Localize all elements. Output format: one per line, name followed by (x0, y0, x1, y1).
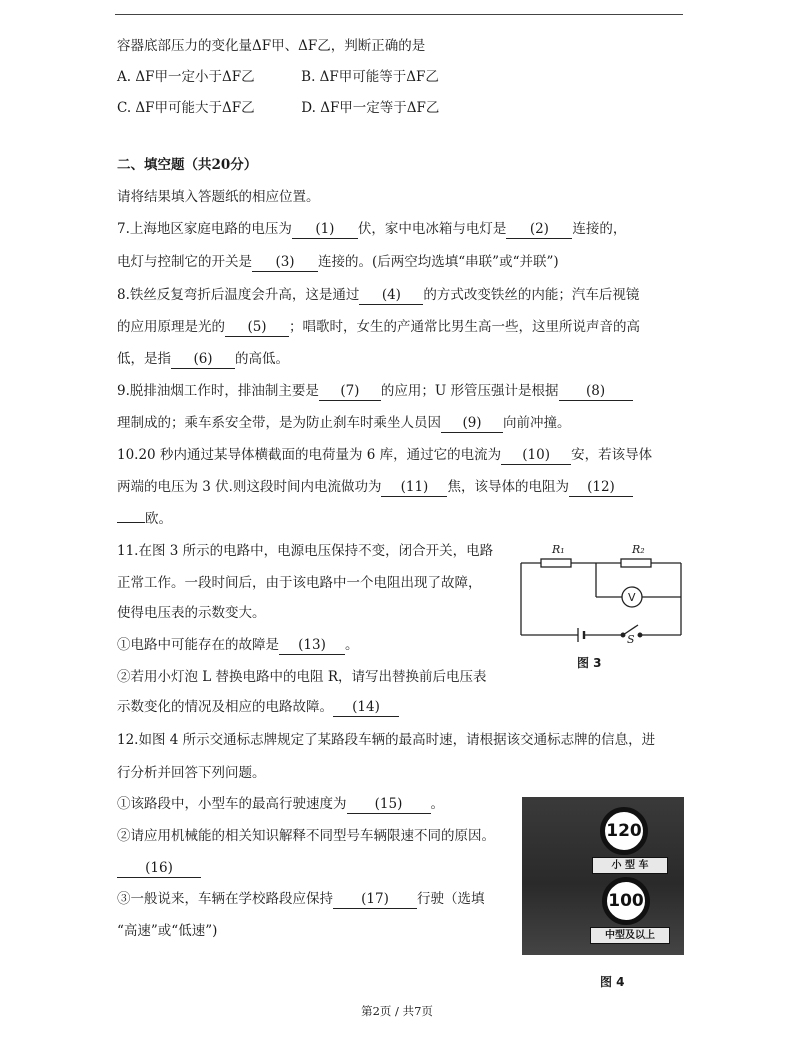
vehicle-type-label-1: 小 型 车 (592, 857, 668, 874)
circuit-diagram (516, 536, 688, 644)
answer-blank-1[interactable]: (1) (292, 220, 358, 239)
q12-line4: ②请应用机械能的相关知识解释不同型号车辆限速不同的原因。 (117, 828, 495, 844)
q11-line2: 正常工作。一段时间后，由于该电路中一个电阻出现了故障， (117, 575, 482, 591)
answer-blank-14[interactable]: (14) (333, 698, 399, 717)
answer-blank-17[interactable]: (17) (333, 890, 417, 909)
q8-line3: 低，是指 (6) 的高低。 (117, 351, 289, 367)
option-b[interactable]: B. ΔF甲可能等于ΔF乙 (301, 69, 439, 85)
q12-line1: 12.如图 4 所示交通标志牌规定了某路段车辆的最高时速，请根据该交通标志牌的信息，进 (117, 732, 656, 748)
q10-line2: 两端的电压为 3 伏.则这段时间内电流做功为 (11) 焦，该导体的电阻为 (12) (117, 478, 633, 497)
option-c[interactable]: C. ΔF甲可能大于ΔF乙 (117, 100, 255, 116)
q6-options-row2 (117, 99, 439, 117)
answer-blank-4[interactable]: (4) (359, 286, 423, 305)
answer-blank-6[interactable]: (6) (171, 350, 235, 369)
q9-line2: 理制成的；乘车系安全带，是为防止刹车时乘坐人员因 (9) 向前冲撞。 (117, 415, 571, 431)
q12-line6: ③一般说来，车辆在学校路段应保持 (17) 行驶（选填 (117, 891, 485, 907)
q9-line1: 9.脱排油烟工作时，排油制主要是 (7) 的应用；U 形管压强计是根据 (8) (117, 382, 633, 401)
label-s: S (627, 633, 635, 644)
section-instruction: 请将结果填入答题纸的相应位置。 (117, 189, 320, 205)
answer-blank-2[interactable]: (2) (506, 220, 572, 239)
label-r2: R₂ (632, 543, 645, 556)
q10-line1: 10.20 秒内通过某导体横截面的电荷量为 6 库，通过它的电流为 (10) 安，若该导体 (117, 447, 653, 463)
resistor-r1 (541, 559, 571, 567)
answer-blank-11[interactable]: (11) (381, 478, 447, 497)
answer-blank-8[interactable]: (8) (559, 382, 633, 401)
answer-blank-13[interactable]: (13) (279, 636, 345, 655)
answer-blank-16[interactable]: (16) (117, 859, 201, 878)
q12-line5 (117, 859, 201, 878)
header-rule (115, 14, 683, 15)
q11-line6: 示数变化的情况及相应的电路故障。 (14) (117, 698, 399, 717)
q8-line1: 8.铁丝反复弯折后温度会升高，这是通过 (4) 的方式改变铁丝的内能；汽车后视镜 (117, 287, 640, 303)
answer-blank-12[interactable]: (12) (569, 478, 633, 497)
speed-limit-sign-2: 100 (602, 877, 650, 925)
figure4-caption: 图 4 (600, 975, 625, 989)
q11-line4: ①电路中可能存在的故障是 (13) 。 (117, 637, 359, 653)
q8-line2: 的应用原理是光的 (5) ；唱歌时，女生的产通常比男生高一些，这里所说声音的高 (117, 319, 640, 335)
speed-limit-sign-1: 120 (600, 807, 648, 855)
q12-line3: ①该路段中，小型车的最高行驶速度为 (15) 。 (117, 796, 444, 812)
answer-blank-9[interactable]: (9) (441, 414, 503, 433)
label-v: V (628, 591, 636, 604)
option-a[interactable]: A. ΔF甲一定小于ΔF乙 (117, 69, 255, 85)
option-d[interactable]: D. ΔF甲一定等于ΔF乙 (301, 100, 440, 116)
answer-blank-7[interactable]: (7) (319, 382, 381, 401)
answer-blank-12-continued[interactable] (117, 522, 145, 523)
q6-options-row1 (117, 68, 439, 86)
page-footer: 第2页 / 共7页 (361, 1004, 433, 1018)
section-title: 二、填空题（共20分） (117, 157, 258, 173)
answer-blank-5[interactable]: (5) (225, 318, 289, 337)
answer-blank-3[interactable]: (3) (252, 253, 318, 272)
q11-line1: 11.在图 3 所示的电路中，电源电压保持不变，闭合开关，电路 (117, 543, 494, 559)
q7-line2: 电灯与控制它的开关是 (3) 连接的。(后两空均选填“串联”或“并联”) (117, 254, 559, 270)
resistor-r2 (621, 559, 651, 567)
answer-blank-15[interactable]: (15) (347, 795, 431, 814)
vehicle-type-label-2: 中型及以上 (590, 927, 670, 944)
q11-line5: ②若用小灯泡 L 替换电路中的电阻 R，请写出替换前后电压表 (117, 669, 487, 685)
figure3-caption: 图 3 (577, 656, 602, 670)
answer-blank-10[interactable]: (10) (501, 446, 571, 465)
traffic-sign-photo (522, 797, 684, 955)
q10-line3: 欧。 (117, 510, 172, 528)
q11-line3: 使得电压表的示数变大。 (117, 605, 266, 621)
q6-stem: 容器底部压力的变化量ΔF甲、ΔF乙，判断正确的是 (117, 38, 426, 54)
q12-line2: 行分析并回答下列问题。 (117, 765, 266, 781)
q7-line1: 7.上海地区家庭电路的电压为 (1) 伏，家中电冰箱与电灯是 (2) 连接的， (117, 221, 627, 237)
label-r1: R₁ (552, 543, 565, 556)
q12-line7: “高速”或“低速”) (117, 923, 218, 939)
